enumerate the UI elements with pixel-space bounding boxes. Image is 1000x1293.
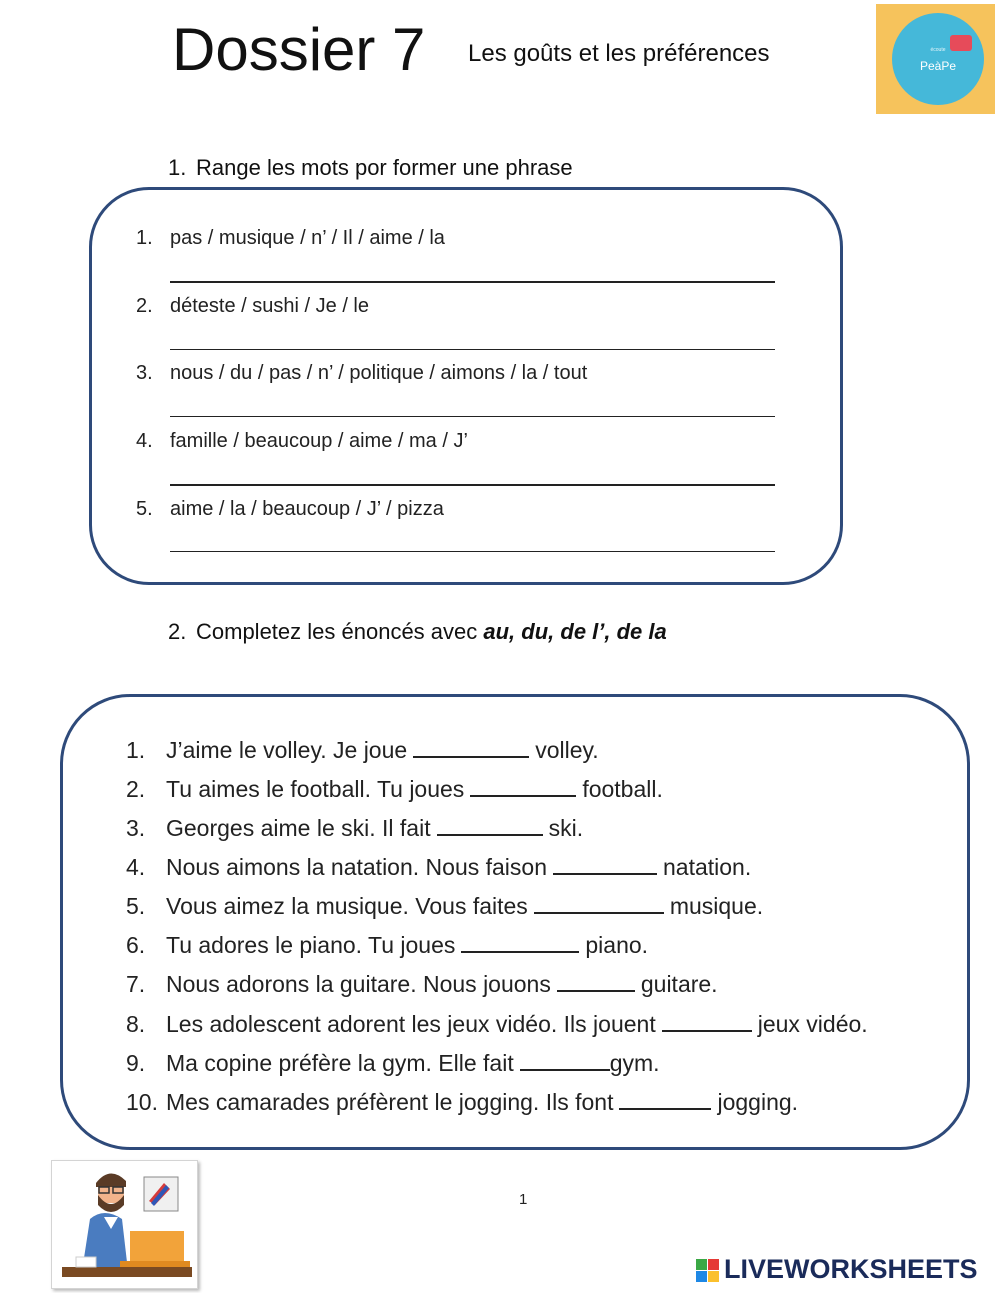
item-text-before: Les adolescent adorent les jeux vidéo. Ils jouent [166, 1011, 656, 1037]
item-number: 5. [136, 498, 153, 520]
exercise1-item [136, 428, 468, 454]
section1-heading [168, 154, 573, 182]
item-number: 2. [126, 776, 146, 802]
exercise1-item [136, 496, 444, 522]
answer-blank[interactable] [461, 929, 579, 953]
answer-blank[interactable] [553, 851, 657, 875]
item-text-before: Tu aimes le football. Tu joues [166, 776, 465, 802]
logo-brand-text: PeàPe [919, 59, 957, 73]
teacher-avatar-image [51, 1160, 198, 1289]
exercise2-item [126, 1008, 868, 1039]
section1-number: 1. [168, 155, 187, 180]
liveworksheets-icon [696, 1259, 720, 1283]
item-text-before: J’aime le volley. Je joue [166, 737, 408, 763]
item-text-before: Georges aime le ski. Il fait [166, 815, 431, 841]
page-title: Dossier 7 [172, 16, 426, 83]
item-number: 2. [136, 295, 153, 317]
answer-line-1[interactable] [170, 281, 775, 283]
item-text-after: musique. [669, 893, 764, 919]
page-number: 1 [519, 1191, 528, 1208]
exercise2-item [126, 890, 763, 921]
item-number: 1. [136, 227, 153, 249]
teacher-illustration [52, 1161, 197, 1288]
answer-blank[interactable] [534, 890, 664, 914]
item-text-after: natation. [663, 854, 752, 880]
item-number: 4. [136, 430, 153, 452]
exercise1-item [136, 225, 445, 251]
exercise2-item [126, 968, 718, 999]
exercise2-item [126, 1086, 798, 1117]
item-text-before: Tu adores le piano. Tu joues [166, 932, 456, 958]
section2-instruction-bold: au, du, de l’, de la [483, 619, 667, 644]
exercise2-item [126, 734, 599, 765]
answer-blank[interactable] [470, 773, 576, 797]
page-subtitle: Les goûts et les préférences [468, 40, 770, 67]
item-words: nous / du / pas / n’ / politique / aimons / la / tout [170, 362, 588, 384]
liveworksheets-brand: LIVEWORKSHEETS [724, 1254, 978, 1284]
item-text-after: ski. [548, 815, 584, 841]
item-number: 7. [126, 971, 146, 997]
answer-blank[interactable] [557, 968, 635, 992]
item-words: déteste / sushi / Je / le [170, 295, 369, 317]
item-number: 3. [126, 815, 146, 841]
section2-number: 2. [168, 619, 187, 644]
peape-logo [876, 4, 995, 114]
answer-blank[interactable] [520, 1047, 610, 1071]
item-number: 9. [126, 1050, 146, 1076]
item-words: pas / musique / n’ / Il / aime / la [170, 227, 445, 249]
item-number: 10. [126, 1089, 158, 1115]
item-text-before: Ma copine préfère la gym. Elle fait [166, 1050, 514, 1076]
answer-blank[interactable] [619, 1086, 711, 1110]
item-words: aime / la / beaucoup / J’ / pizza [170, 498, 444, 520]
exercise2-item [126, 1047, 660, 1078]
answer-line-4[interactable] [170, 484, 775, 486]
exercise2-item [126, 851, 751, 882]
item-number: 8. [126, 1011, 146, 1037]
item-number: 1. [126, 737, 146, 763]
item-text-before: Vous aimez la musique. Vous faites [166, 893, 528, 919]
exercise2-item [126, 812, 583, 843]
answer-line-3[interactable] [170, 416, 775, 417]
section2-instruction: Completez les énoncés avec [196, 619, 484, 644]
exercise2-item [126, 773, 663, 804]
answer-line-2[interactable] [170, 349, 775, 350]
item-number: 3. [136, 362, 153, 384]
item-text-after: jogging. [717, 1089, 799, 1115]
section2-heading [168, 618, 667, 646]
speech-bubble-icon [950, 35, 972, 51]
item-text-before: Mes camarades préfèrent le jogging. Ils font [166, 1089, 614, 1115]
item-text-before: Nous adorons la guitare. Nous jouons [166, 971, 551, 997]
answer-blank[interactable] [437, 812, 543, 836]
item-number: 6. [126, 932, 146, 958]
item-text-after: piano. [585, 932, 649, 958]
item-number: 5. [126, 893, 146, 919]
item-number: 4. [126, 854, 146, 880]
item-text-after: football. [582, 776, 663, 802]
item-text-after: guitare. [640, 971, 718, 997]
logo-small-text: écoute [930, 47, 946, 53]
exercise1-item [136, 360, 587, 386]
exercise1-item [136, 293, 369, 319]
answer-blank[interactable] [662, 1008, 752, 1032]
answer-line-5[interactable] [170, 551, 775, 552]
item-words: famille / beaucoup / aime / ma / J’ [170, 430, 468, 452]
item-text-before: Nous aimons la natation. Nous faison [166, 854, 547, 880]
item-text-after: jeux vidéo. [757, 1011, 868, 1037]
exercise2-item [126, 929, 648, 960]
answer-blank[interactable] [413, 734, 529, 758]
item-text-after: volley. [535, 737, 599, 763]
logo-circle [892, 13, 984, 105]
section1-instruction: Range les mots por former une phrase [196, 155, 573, 180]
item-text-after: gym. [609, 1050, 660, 1076]
